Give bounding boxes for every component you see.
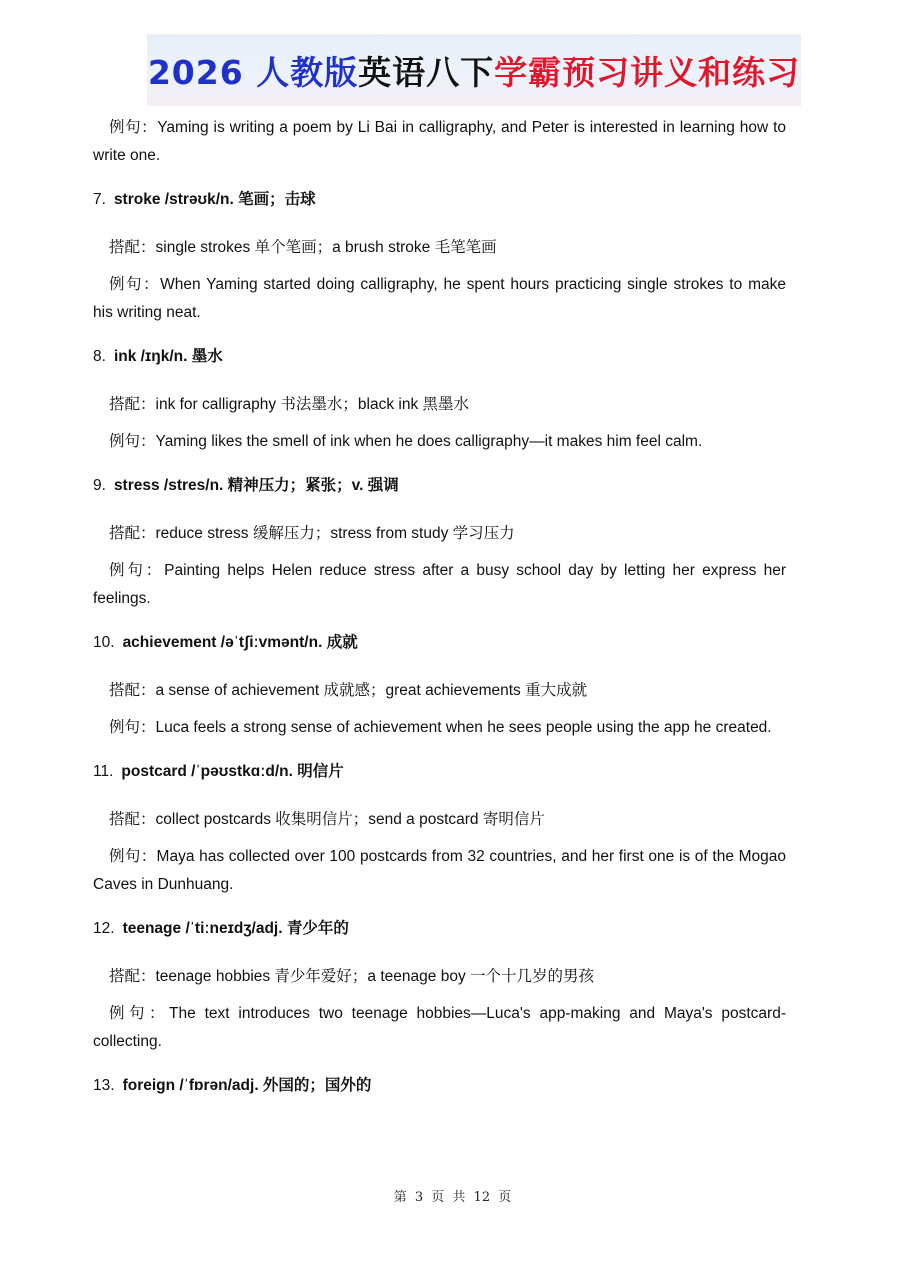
entry-number: 8. xyxy=(93,348,106,365)
collocation: 搭配：teenage hobbies 青少年爱好；a teenage boy 一个十几岁的男孩 xyxy=(109,968,594,985)
entry-term: foreign /ˈfɒrən/adj. 外国的；国外的 xyxy=(122,1077,372,1094)
entry-heading xyxy=(93,343,786,371)
collocation: 搭配：a sense of achievement 成就感；great achievements 重大成就 xyxy=(109,682,588,699)
entry-term: stress /stres/n. 精神压力；紧张；v. 强调 xyxy=(113,477,399,494)
entry-heading xyxy=(93,186,786,214)
example-sentence: 例句：Painting helps Helen reduce stress after a busy school day by letting her express her feelings. xyxy=(93,562,786,607)
entry-term: teenage /ˈtiːneɪdʒ/adj. 青少年的 xyxy=(122,920,349,937)
vocabulary-list xyxy=(93,114,786,1100)
collocation: 搭配：ink for calligraphy 书法墨水；black ink 黑墨水 xyxy=(109,396,470,413)
entry-term: achievement /əˈtʃiːvmənt/n. 成就 xyxy=(122,634,358,651)
entry-heading xyxy=(93,472,786,500)
banner-part-2: 英语八下 xyxy=(358,52,495,92)
example-sentence: 例句：Yaming likes the smell of ink when he does calligraphy—it makes him feel calm. xyxy=(109,433,703,450)
collocation: 搭配：single strokes 单个笔画；a brush stroke 毛笔笔画 xyxy=(109,239,497,256)
example-sentence: 例句：When Yaming started doing calligraphy, he spent hours practicing single strokes to make his writing neat. xyxy=(93,276,786,321)
entry-term: stroke /strəʊk/n. 笔画；击球 xyxy=(113,191,316,208)
entry-term: postcard /ˈpəʊstkɑːd/n. 明信片 xyxy=(121,763,344,780)
entry-number: 12. xyxy=(93,920,115,937)
banner-part-1: 2026 人教版 xyxy=(147,52,359,92)
example-sentence: 例句：Luca feels a strong sense of achievement when he sees people using the app he created. xyxy=(109,719,772,736)
entry-number: 7. xyxy=(93,191,106,208)
banner-part-3: 学霸预习讲义和练习 xyxy=(494,52,801,92)
title-banner xyxy=(147,34,801,106)
example-sentence: 例句：Maya has collected over 100 postcards from 32 countries, and her first one is of the Mogao Caves in Dunhuang. xyxy=(93,848,786,893)
entry-number: 10. xyxy=(93,634,115,651)
entry-number: 13. xyxy=(93,1077,115,1094)
entry-number: 11. xyxy=(93,763,114,780)
example-sentence: 例句：The text introduces two teenage hobbies—Luca's app-making and Maya's postcard-collecting. xyxy=(93,1005,786,1050)
example-sentence: 例句：Yaming is writing a poem by Li Bai in calligraphy, and Peter is interested in learning how to write one. xyxy=(93,119,786,164)
entry-heading xyxy=(93,629,786,657)
page-footer: 第 3 页 共 12 页 xyxy=(393,1190,512,1205)
entry-term: ink /ɪŋk/n. 墨水 xyxy=(113,348,223,365)
collocation: 搭配：collect postcards 收集明信片；send a postcard 寄明信片 xyxy=(109,811,545,828)
entry-heading xyxy=(93,1072,786,1100)
collocation: 搭配：reduce stress 缓解压力；stress from study 学习压力 xyxy=(109,525,515,542)
entry-heading xyxy=(93,758,786,786)
entry-number: 9. xyxy=(93,477,106,494)
entry-heading xyxy=(93,915,786,943)
